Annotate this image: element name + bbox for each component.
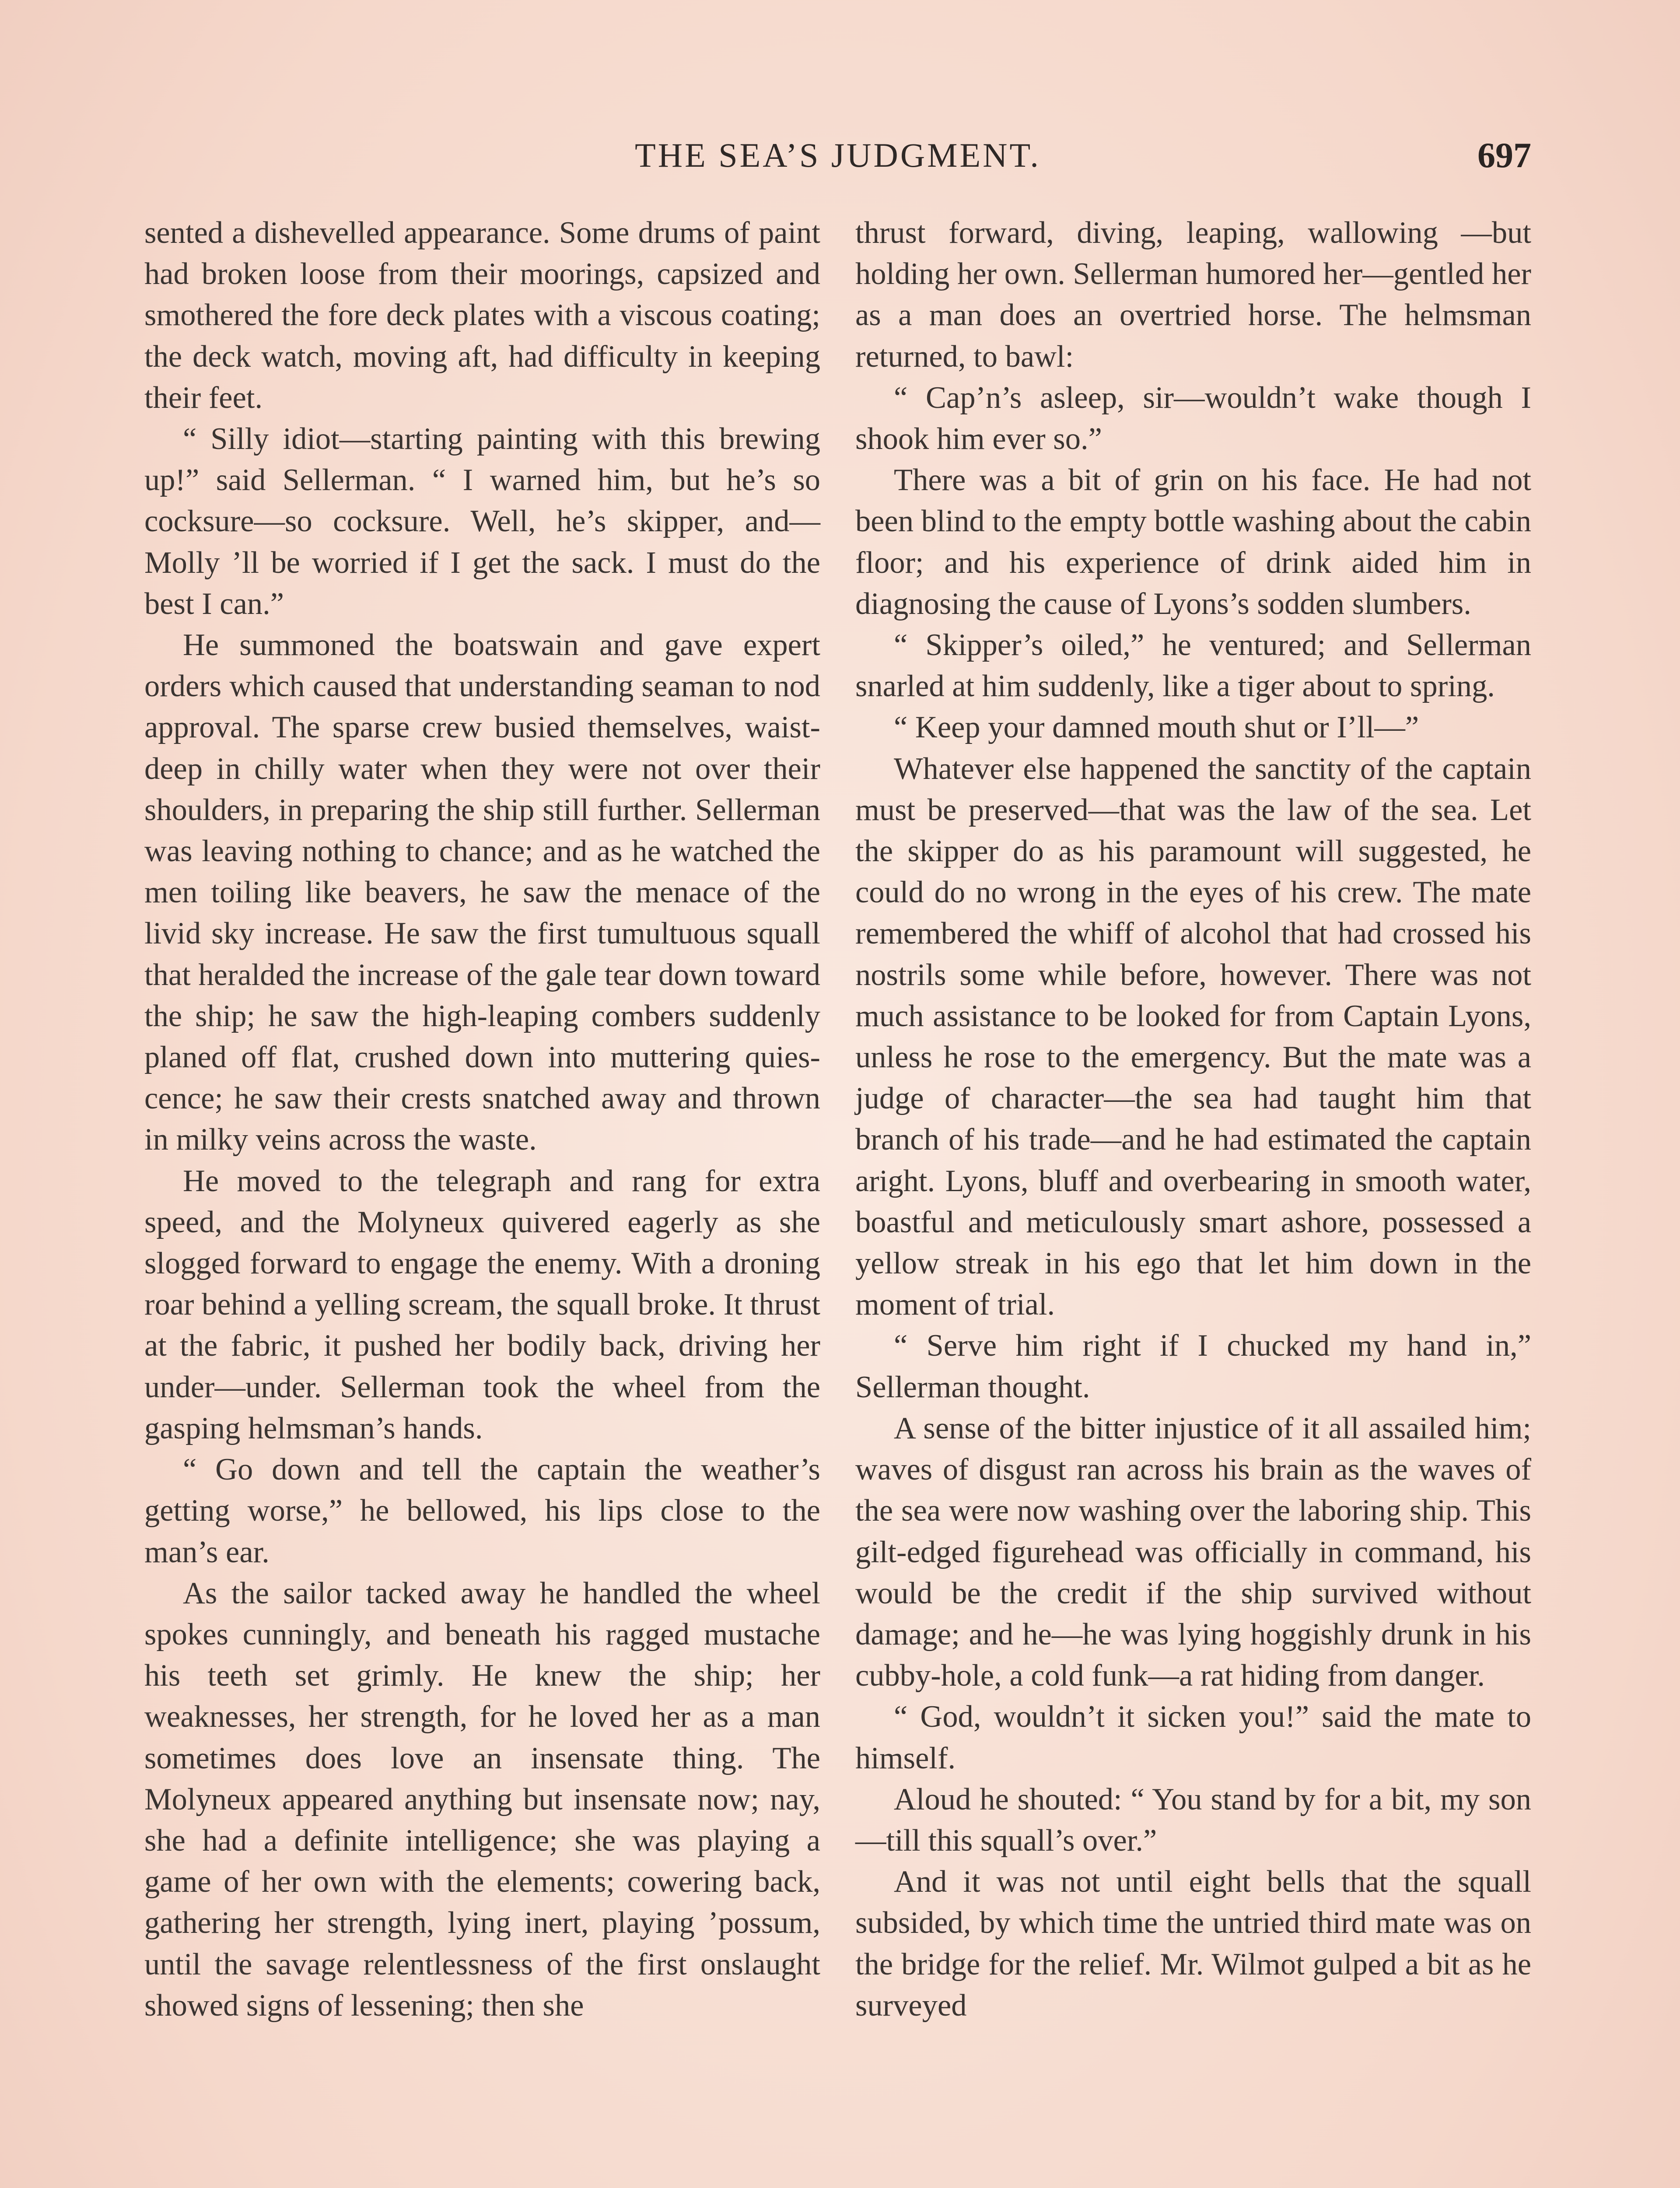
paragraph: “ Silly idiot—starting painting with this brewing up!” said Sellerman. “ I warned him, but he’s so cocksure—so cocksure. Well, he’s skipper, and—Molly ’ll be worried if I get the sack. I must do the best I can.” <box>144 422 820 621</box>
page-header <box>144 131 1531 179</box>
paragraph: There was a bit of grin on his face. He had not been blind to the empty bottle washing about the cabin floor; and his experience of drink aided him in diagnosing the cause of Lyons’s sodden slumbers. <box>855 463 1531 621</box>
paragraph: He moved to the telegraph and rang for extra speed, and the Molyneux quivered eagerly as she slogged forward to engage the enemy. With a droning roar behind a yelling scream, the squall broke. It thrust at the fabric, it pushed her bodily back, driving her under—under. Sellerman took the wheel from the gasping helmsman’s hands. <box>144 1164 820 1445</box>
paragraph: Whatever else happened the sanctity of the captain must be preserved—that was the law of the sea. Let the skipper do as his paramount will suggested, he could do no wrong in the eyes of his crew. The mate remembered the whiff of alcohol that had crossed his nostrils some while before, however. There was not much assistance to be looked for from Captain Lyons, unless he rose to the emergency. But the mate was a judge of character—the sea had taught him that branch of his trade—and he had estimated the captain aright. Lyons, bluff and overbearing in smooth water, boastful and meticulously smart ashore, possessed a yellow streak in his ego that let him down in the moment of trial. <box>855 751 1531 1322</box>
right-column <box>855 212 1531 2026</box>
paragraph: “ Skipper’s oiled,” he ventured; and Sellerman snarled at him suddenly, like a tiger about to spring. <box>855 628 1531 704</box>
page-number: 697 <box>1477 135 1531 175</box>
running-title: THE SEA’S JUDGMENT. <box>635 136 1041 174</box>
paragraph: “ God, wouldn’t it sicken you!” said the mate to himself. <box>855 1700 1531 1775</box>
paragraph: “ Keep your damned mouth shut or I’ll—” <box>894 710 1419 745</box>
paragraph: “ Serve him right if I chucked my hand in,” Sellerman thought. <box>855 1329 1531 1404</box>
paragraph: “ Go down and tell the captain the weather’s getting worse,” he bellowed, his lips close to the man’s ear. <box>144 1452 820 1569</box>
paragraph: Aloud he shouted: “ You stand by for a bit, my son—till this squall’s over.” <box>855 1782 1531 1858</box>
left-column <box>144 212 820 2026</box>
paragraph: And it was not until eight bells that the squall subsided, by which time the untried third mate was on the bridge for the relief. Mr. Wilmot gulped a bit as he surveyed <box>855 1865 1531 2023</box>
paragraph: As the sailor tacked away he handled the wheel spokes cunningly, and beneath his ragged mustache his teeth set grimly. He knew the ship; her weaknesses, her strength, for he loved her as a man sometimes does love an insensate thing. The Molyneux appeared anything but insensate now; nay, she had a definite intelligence; she was playing a game of her own with the elements; cowering back, gathering her strength, lying inert, playing ’possum, until the savage relentlessness of the first onslaught showed signs of lessening; then she <box>144 1576 820 2023</box>
paragraph: He summoned the boatswain and gave expert orders which caused that understanding seaman to nod approval. The sparse crew busied themselves, waist-deep in chilly water when they were not over their shoulders, in preparing the ship still further. Sellerman was leaving nothing to chance; and as he watched the men toiling like beavers, he saw the menace of the livid sky increase. He saw the first tumultuous squall that heralded the increase of the gale tear down toward the ship; he saw the high-leaping combers suddenly planed off flat, crushed down into muttering quiescence; he saw their crests snatched away and thrown in milky veins across the waste. <box>144 628 820 1157</box>
paragraph: “ Cap’n’s asleep, sir—wouldn’t wake though I shook him ever so.” <box>855 380 1531 456</box>
paragraph: thrust forward, diving, leaping, wallowing —but holding her own. Sellerman humored her—gentled her as a man does an overtried horse. The helmsman returned, to bawl: <box>855 216 1531 374</box>
paragraph: A sense of the bitter injustice of it all assailed him; waves of disgust ran across his brain as the waves of the sea were now washing over the laboring ship. This gilt-edged figurehead was officially in command, his would be the credit if the ship survived without damage; and he—he was lying hoggishly drunk in his cubby-hole, a cold funk—a rat hiding from danger. <box>855 1411 1531 1693</box>
paragraph: sented a dishevelled appearance. Some drums of paint had broken loose from their moorings, capsized and smothered the fore deck plates with a viscous coating; the deck watch, moving aft, had difficulty in keeping their feet. <box>144 216 820 415</box>
